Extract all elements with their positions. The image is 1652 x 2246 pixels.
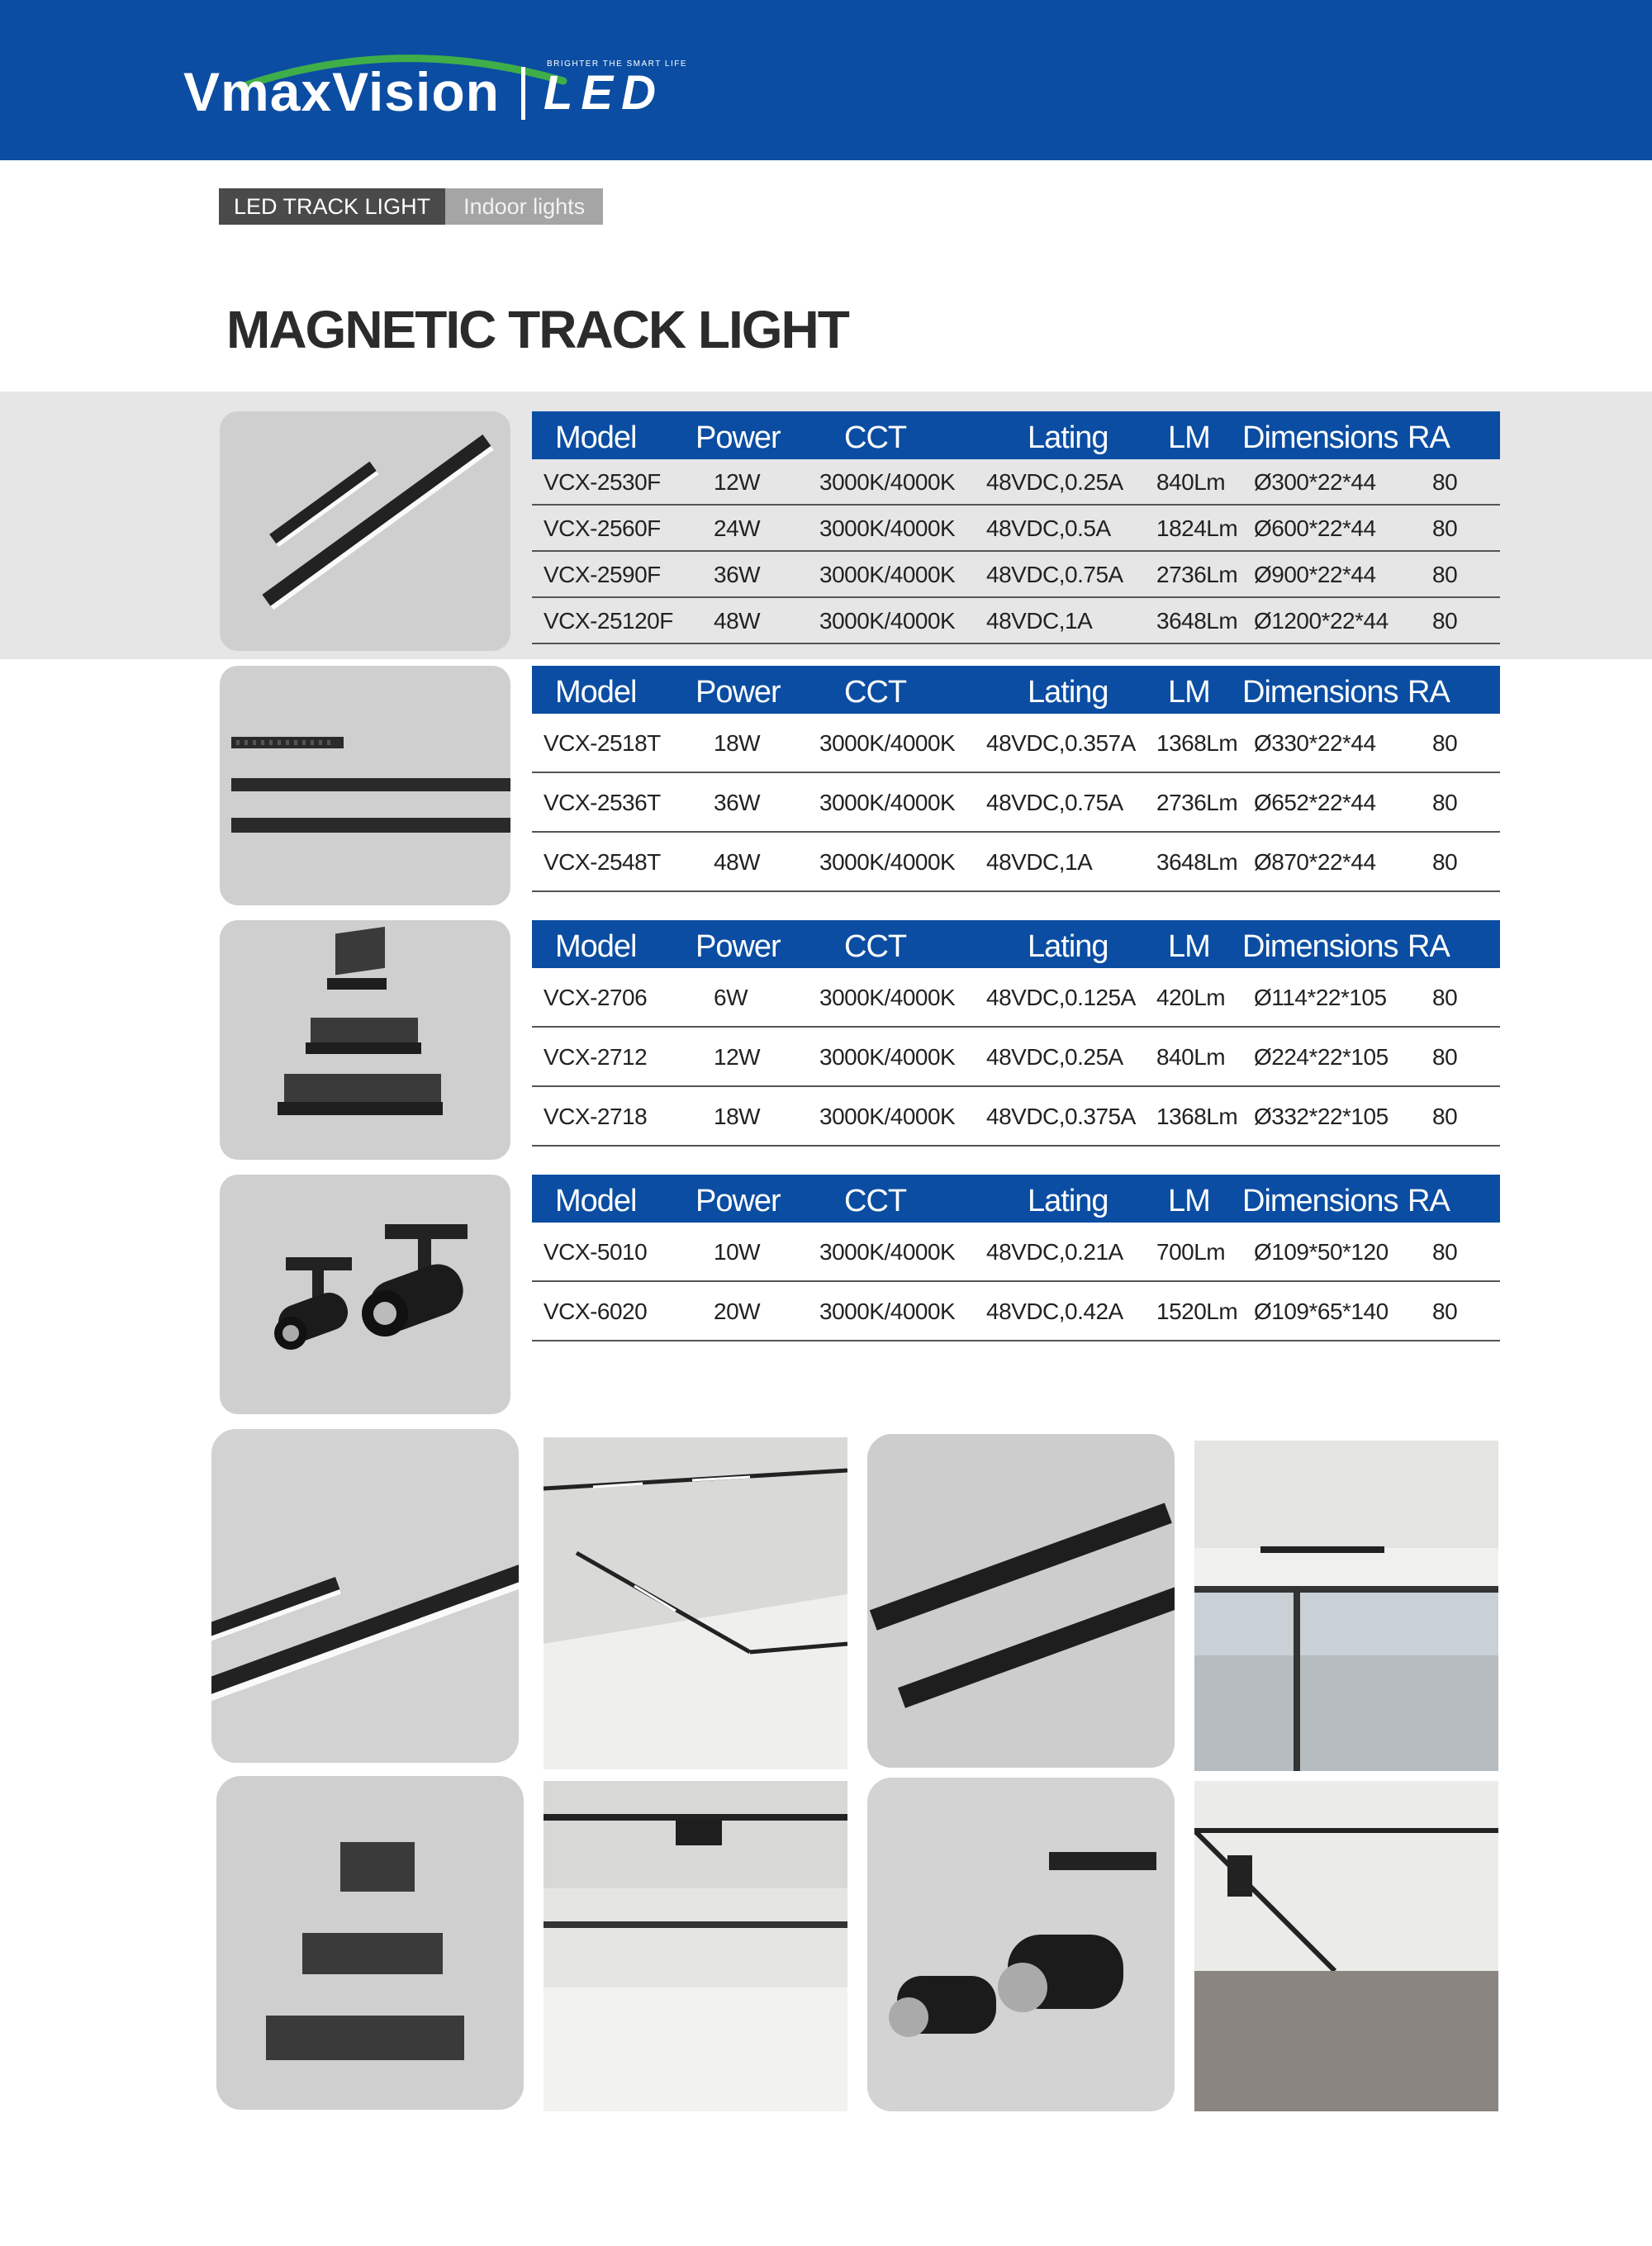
table-cell: VCX-25120F xyxy=(544,608,673,634)
product-image-linear-grille xyxy=(220,666,510,905)
table-cell: VCX-2590F xyxy=(544,562,661,587)
product-image-linear-flood xyxy=(220,411,510,651)
table-cell: 18W xyxy=(714,730,761,756)
table-cell: 3000K/4000K xyxy=(819,1044,956,1070)
column-header: CCT xyxy=(844,420,907,455)
table-cell: 12W xyxy=(714,469,761,495)
column-header: Lating xyxy=(1028,420,1108,455)
column-header: Dimensions xyxy=(1242,675,1398,710)
spec-table-spot xyxy=(532,1175,1500,1341)
column-header: RA xyxy=(1408,1184,1450,1218)
column-header: LM xyxy=(1168,1184,1210,1218)
column-header: Lating xyxy=(1028,1184,1108,1218)
table-cell: 6W xyxy=(714,985,748,1010)
product-image-fold-grille xyxy=(220,920,510,1160)
table-cell: 48W xyxy=(714,608,761,634)
table-row xyxy=(532,1028,1500,1087)
table-cell: 48W xyxy=(714,849,761,875)
table-cell: 80 xyxy=(1432,849,1458,875)
table-cell: 48VDC,1A xyxy=(986,849,1093,875)
table-cell: 48VDC,0.21A xyxy=(986,1239,1123,1265)
table-cell: 48VDC,0.25A xyxy=(986,469,1123,495)
column-header: Power xyxy=(695,929,781,964)
table-cell: 3000K/4000K xyxy=(819,469,956,495)
table-cell: 80 xyxy=(1432,515,1458,541)
column-header: RA xyxy=(1408,675,1450,710)
brand-name: VmaxVision xyxy=(183,61,500,122)
column-header: Power xyxy=(695,675,781,710)
table-row xyxy=(532,833,1500,892)
table-cell: 3000K/4000K xyxy=(819,790,956,815)
table-cell: 3000K/4000K xyxy=(819,515,956,541)
table-row xyxy=(532,714,1500,773)
column-header: LM xyxy=(1168,929,1210,964)
table-cell: 1368Lm xyxy=(1156,730,1238,756)
table-cell: Ø870*22*44 xyxy=(1254,849,1376,875)
table-row xyxy=(532,598,1500,644)
table-cell: Ø652*22*44 xyxy=(1254,790,1376,815)
column-header: Dimensions xyxy=(1242,420,1398,455)
photo-linear-flood-closeup xyxy=(211,1429,519,1763)
brand-tagline: BRIGHTER THE SMART LIFE xyxy=(546,59,688,69)
table-cell: 1368Lm xyxy=(1156,1104,1238,1129)
table-cell: Ø900*22*44 xyxy=(1254,562,1376,587)
table-row xyxy=(532,506,1500,552)
table-cell: 48VDC,0.125A xyxy=(986,985,1136,1010)
brand-logo[interactable] xyxy=(183,50,687,124)
spec-table-grille xyxy=(532,666,1500,892)
column-header: RA xyxy=(1408,420,1450,455)
table-cell: 48VDC,0.375A xyxy=(986,1104,1136,1129)
table-cell: 2736Lm xyxy=(1156,790,1238,815)
photo-spotlights-closeup xyxy=(867,1778,1175,2111)
table-cell: 80 xyxy=(1432,469,1458,495)
table-cell: 48VDC,0.25A xyxy=(986,1044,1123,1070)
column-header: Model xyxy=(555,675,637,710)
spec-table-header xyxy=(532,1175,1500,1223)
photo-corridor-installation xyxy=(1194,1781,1498,2111)
table-cell: 840Lm xyxy=(1156,1044,1226,1070)
table-cell: Ø600*22*44 xyxy=(1254,515,1376,541)
table-cell: 1824Lm xyxy=(1156,515,1238,541)
category-tag[interactable]: LED TRACK LIGHT xyxy=(219,188,445,225)
table-row xyxy=(532,552,1500,598)
column-header: Dimensions xyxy=(1242,1184,1398,1218)
column-header: CCT xyxy=(844,1184,907,1218)
table-cell: VCX-6020 xyxy=(544,1299,648,1324)
table-cell: 80 xyxy=(1432,790,1458,815)
table-cell: 48VDC,0.357A xyxy=(986,730,1136,756)
table-cell: VCX-2718 xyxy=(544,1104,648,1129)
table-cell: VCX-2536T xyxy=(544,790,661,815)
table-cell: 3000K/4000K xyxy=(819,985,956,1010)
table-cell: 80 xyxy=(1432,1104,1458,1129)
photo-linear-grille-closeup xyxy=(867,1434,1175,1768)
photo-ceiling-installation-2 xyxy=(544,1781,847,2111)
table-cell: Ø109*50*120 xyxy=(1254,1239,1389,1265)
column-header: CCT xyxy=(844,929,907,964)
photo-window-installation xyxy=(1194,1441,1498,1771)
table-cell: 24W xyxy=(714,515,761,541)
category-tags xyxy=(219,188,603,225)
spec-table-header xyxy=(532,920,1500,968)
table-row xyxy=(532,1223,1500,1282)
table-cell: VCX-5010 xyxy=(544,1239,648,1265)
table-cell: 80 xyxy=(1432,1044,1458,1070)
table-cell: 36W xyxy=(714,790,761,815)
subcategory-tag[interactable]: Indoor lights xyxy=(445,188,603,225)
table-cell: Ø332*22*105 xyxy=(1254,1104,1389,1129)
header-banner xyxy=(0,0,1652,160)
table-cell: 3648Lm xyxy=(1156,608,1238,634)
spec-table-fold xyxy=(532,920,1500,1147)
table-cell: 420Lm xyxy=(1156,985,1226,1010)
table-cell: 36W xyxy=(714,562,761,587)
table-cell: Ø300*22*44 xyxy=(1254,469,1376,495)
table-cell: 12W xyxy=(714,1044,761,1070)
table-cell: 3000K/4000K xyxy=(819,608,956,634)
table-row xyxy=(532,968,1500,1028)
table-cell: 840Lm xyxy=(1156,469,1226,495)
column-header: Power xyxy=(695,420,781,455)
table-cell: 3000K/4000K xyxy=(819,562,956,587)
table-cell: 1520Lm xyxy=(1156,1299,1238,1324)
product-image-spotlights xyxy=(220,1175,510,1414)
table-cell: 3648Lm xyxy=(1156,849,1238,875)
table-cell: 18W xyxy=(714,1104,761,1129)
column-header: Power xyxy=(695,1184,781,1218)
table-cell: 700Lm xyxy=(1156,1239,1226,1265)
table-cell: 80 xyxy=(1432,1239,1458,1265)
table-cell: 80 xyxy=(1432,1299,1458,1324)
column-header: LM xyxy=(1168,420,1210,455)
page-title: MAGNETIC TRACK LIGHT xyxy=(226,300,848,359)
column-header: Lating xyxy=(1028,675,1108,710)
table-row xyxy=(532,459,1500,506)
table-cell: 3000K/4000K xyxy=(819,730,956,756)
column-header: Model xyxy=(555,1184,637,1218)
table-cell: 20W xyxy=(714,1299,761,1324)
table-cell: 48VDC,0.75A xyxy=(986,562,1123,587)
spec-table-header xyxy=(532,411,1500,459)
table-cell: VCX-2712 xyxy=(544,1044,648,1070)
photo-ceiling-installation-1 xyxy=(544,1437,847,1769)
led-wordmark: LED xyxy=(543,65,664,120)
table-row xyxy=(532,1282,1500,1341)
table-cell: 80 xyxy=(1432,730,1458,756)
table-row xyxy=(532,1087,1500,1147)
table-cell: 80 xyxy=(1432,562,1458,587)
table-cell: 3000K/4000K xyxy=(819,849,956,875)
spec-table-flood xyxy=(532,411,1500,644)
column-header: RA xyxy=(1408,929,1450,964)
table-cell: 48VDC,0.5A xyxy=(986,515,1111,541)
table-row xyxy=(532,773,1500,833)
table-cell: 80 xyxy=(1432,985,1458,1010)
table-cell: 10W xyxy=(714,1239,761,1265)
logo-divider xyxy=(521,67,525,120)
table-cell: 3000K/4000K xyxy=(819,1239,956,1265)
table-cell: Ø114*22*105 xyxy=(1254,985,1387,1010)
table-cell: VCX-2530F xyxy=(544,469,661,495)
column-header: Lating xyxy=(1028,929,1108,964)
table-cell: 48VDC,0.75A xyxy=(986,790,1123,815)
table-cell: Ø224*22*105 xyxy=(1254,1044,1389,1070)
table-cell: 48VDC,1A xyxy=(986,608,1093,634)
column-header: Dimensions xyxy=(1242,929,1398,964)
table-cell: VCX-2518T xyxy=(544,730,661,756)
logo-subbrand xyxy=(544,59,687,118)
column-header: CCT xyxy=(844,675,907,710)
table-cell: 3000K/4000K xyxy=(819,1104,956,1129)
table-cell: Ø1200*22*44 xyxy=(1254,608,1389,634)
column-header: LM xyxy=(1168,675,1210,710)
table-cell: 80 xyxy=(1432,608,1458,634)
table-cell: 48VDC,0.42A xyxy=(986,1299,1123,1324)
table-cell: Ø109*65*140 xyxy=(1254,1299,1389,1324)
table-cell: VCX-2706 xyxy=(544,985,648,1010)
column-header: Model xyxy=(555,929,637,964)
table-cell: VCX-2548T xyxy=(544,849,661,875)
table-cell: 3000K/4000K xyxy=(819,1299,956,1324)
column-header: Model xyxy=(555,420,637,455)
spec-table-header xyxy=(532,666,1500,714)
table-cell: VCX-2560F xyxy=(544,515,661,541)
table-cell: Ø330*22*44 xyxy=(1254,730,1376,756)
table-cell: 2736Lm xyxy=(1156,562,1238,587)
photo-fold-grille-closeup xyxy=(216,1776,524,2110)
